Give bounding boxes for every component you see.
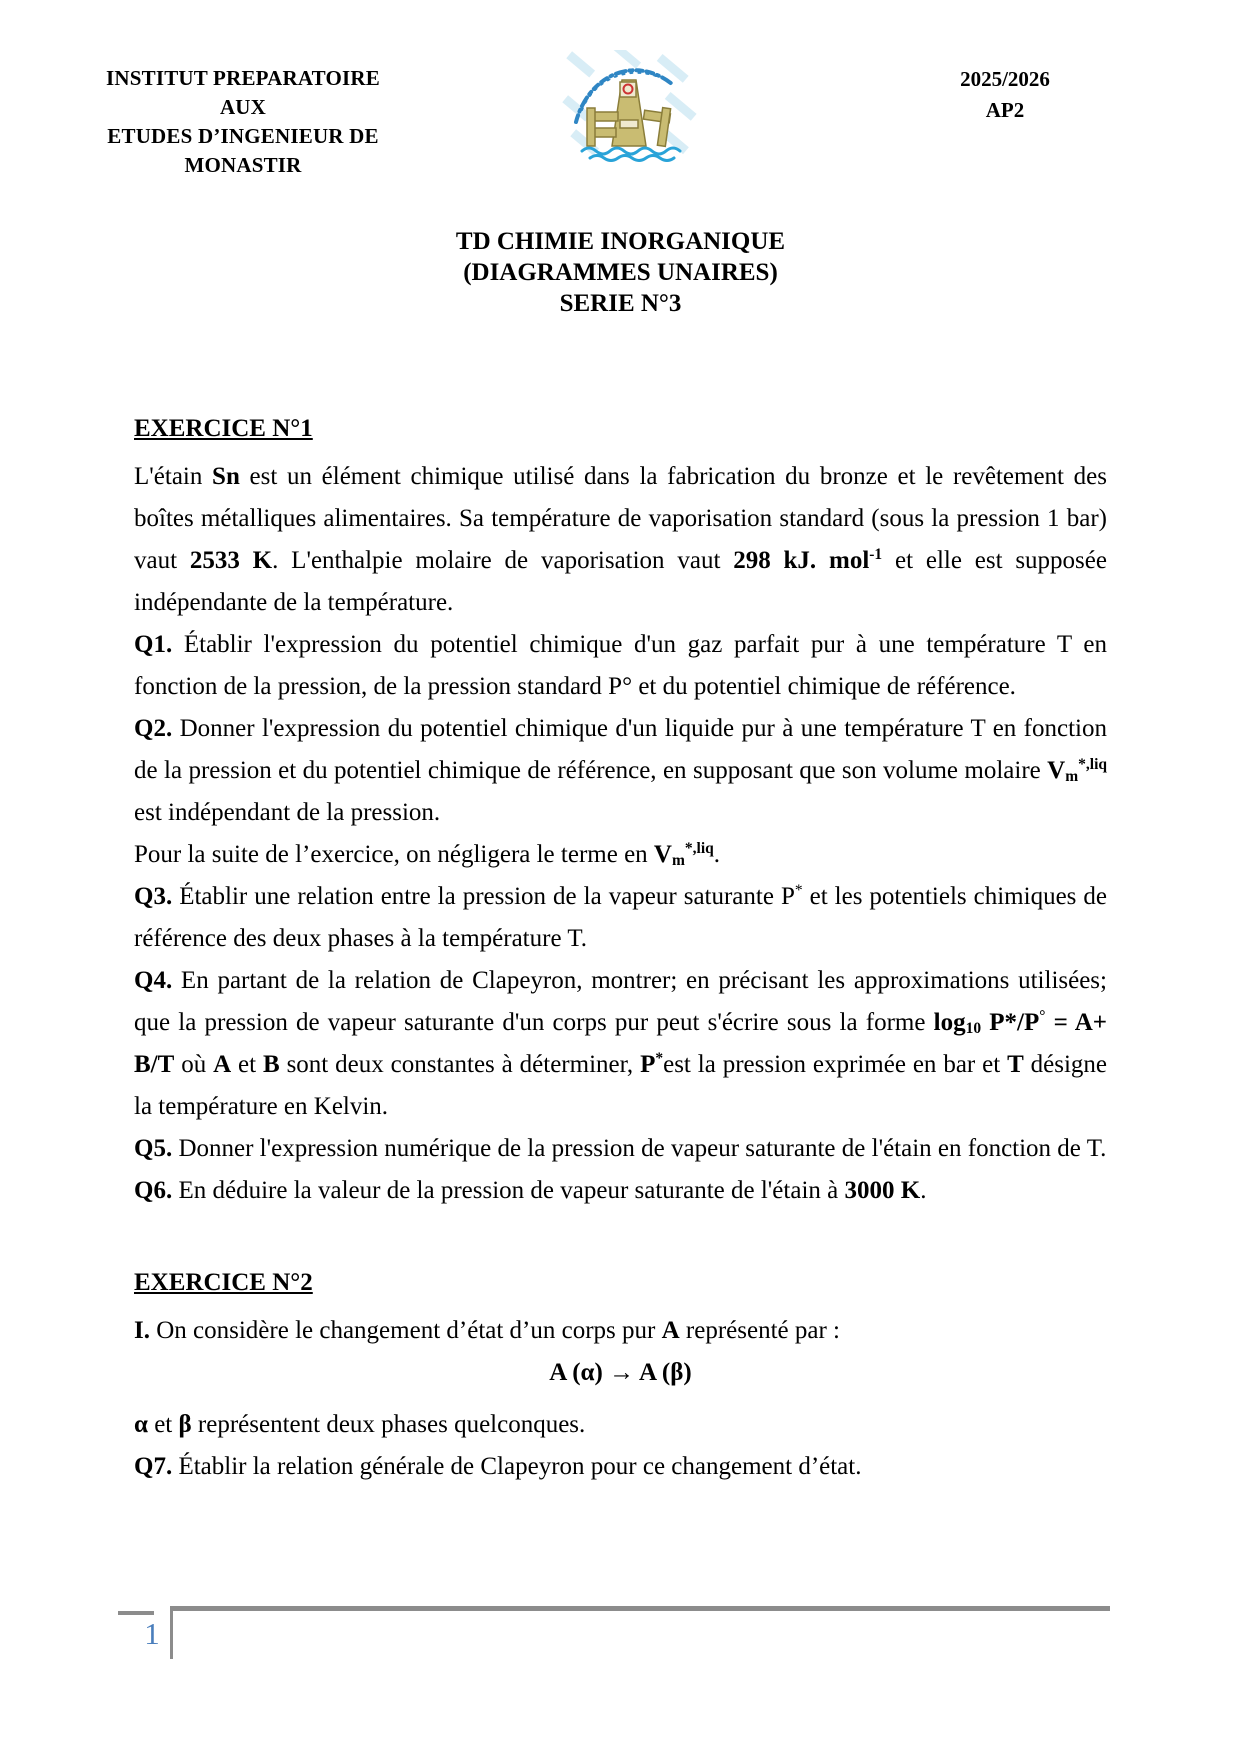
question-4 [134,960,1107,1128]
academic-year: 2025/2026 [960,67,1050,91]
text-run: Q6. [134,1177,173,1204]
text-run: *,liq [1078,756,1107,774]
text-run: V [1047,757,1066,784]
phase-change-equation [134,1352,1107,1394]
year-class-block [890,64,1120,126]
text-run: ° [1039,1008,1046,1026]
text-run: A (α) → A (β) [549,1359,692,1386]
text-run: 2533 K [189,547,273,574]
title-line: TD CHIMIE INORGANIQUE [455,228,786,255]
ipeim-institute-logo-icon [560,50,698,164]
text-run: Q2. [134,715,173,742]
institute-name [88,64,398,180]
text-run: *,liq [684,840,714,858]
text-run: Établir la relation générale de Clapeyron pour ce changement d’état. [172,1453,862,1480]
text-run: Q7. [134,1453,173,1480]
text-run: et [231,1051,263,1078]
text-run: α [134,1411,148,1438]
text-run: A [213,1051,232,1078]
phases-note [134,1404,1107,1446]
text-run: Établir l'expression du potentiel chimique d'un gaz parfait pur à une température T en fonction de la pression, de la pression standard P° et du potentiel chimique de référence. [134,631,1107,700]
text-run: sont deux constantes à déterminer, [279,1051,641,1078]
text-run: où [174,1051,214,1078]
text-run: P*/P [981,1009,1040,1036]
text-run: m [671,852,685,870]
text-run: m [1065,768,1079,786]
text-run: et elle est supposée indépendante de la température. [134,547,1107,616]
note-neglect-term [134,834,1107,876]
text-run: V [653,841,672,868]
text-run: représentent deux phases quelconques. [191,1411,586,1438]
text-run: I. [134,1317,150,1344]
text-run: Établir une relation entre la pression de la vapeur saturante P [172,883,795,910]
text-run: . [713,841,721,868]
text-run: Sn [212,463,240,490]
text-run: Q5. [134,1135,173,1162]
text-run: P [640,1051,656,1078]
question-1 [134,624,1107,708]
text-run: 3000 K [844,1177,921,1204]
text-run: -1 [869,546,883,564]
text-run: représenté par : [679,1317,840,1344]
institute-name-line: MONASTIR [184,153,302,177]
text-run: est la pression exprimée en bar et [663,1051,1008,1078]
text-run: désigne la température en Kelvin. [134,1051,1108,1120]
institute-name-line: INSTITUT PREPARATOIRE AUX [106,66,380,119]
text-run: T [1007,1051,1024,1078]
document-body [134,408,1107,1488]
text-run: est un élément chimique utilisé dans la fabrication du bronze et le revêtement des boîtes métalliques alimentaires. Sa température de vaporisation standard (sous la pression 1 bar) vaut [134,463,1108,574]
footer-divider [170,1606,173,1659]
text-run: est indépendant de la pression. [134,799,441,826]
text-run: Donner l'expression numérique de la pression de vapeur saturante de l'étain en fonction de T. [172,1135,1107,1162]
exercise-1-heading [134,408,1107,450]
text-run: Q4. [134,967,173,994]
text-run: * [794,882,803,900]
text-run: et les potentiels chimiques de référence des deux phases à la température T. [134,883,1108,952]
document-title [0,226,1241,319]
text-run: = A+ B/T [134,1009,1107,1078]
text-run: . [920,1177,927,1204]
page-number: 1 [144,1616,160,1651]
title-line: (DIAGRAMMES UNAIRES) [463,259,778,286]
text-run: β [178,1411,192,1438]
class-label: AP2 [985,98,1025,122]
text-run: En déduire la valeur de la pression de vapeur saturante de l'étain à [172,1177,845,1204]
text-run: A [661,1317,680,1344]
question-5 [134,1128,1107,1170]
footer-rule [170,1606,1110,1611]
text-run: et [147,1411,179,1438]
text-run: EXERCICE N°1 [134,415,313,442]
text-run: EXERCICE N°2 [134,1269,313,1296]
exercise-2-intro [134,1310,1107,1352]
text-run: Q3. [134,883,173,910]
title-line: SERIE N°3 [559,290,682,317]
text-run: L'étain [134,463,213,490]
institute-name-line: ETUDES D’INGENIEUR DE [107,124,379,148]
text-run: * [655,1050,664,1068]
text-run: log [933,1009,966,1036]
question-7 [134,1446,1107,1488]
text-run: Q1. [134,631,173,658]
text-run: 10 [965,1020,982,1038]
text-run: Donner l'expression du potentiel chimique d'un liquide pur à une température T en fonction de la pression et du potentiel chimique de référence, en supposant que son volume molaire [134,715,1107,784]
text-run: B [263,1051,280,1078]
question-3 [134,876,1107,960]
question-2 [134,708,1107,834]
question-6 [134,1170,1107,1212]
text-run: On considère le changement d’état d’un corps pur [149,1317,662,1344]
text-run: En partant de la relation de Clapeyron, montrer; en précisant les approximations utilisées; que la pression de vapeur saturante d'un corps pur peut s'écrire sous la forme [134,967,1107,1036]
text-run: 298 kJ. mol [733,547,870,574]
exercise-1-intro [134,456,1107,624]
exercise-2-heading [134,1262,1107,1304]
text-run: Pour la suite de l’exercice, on négligera le terme en [134,841,654,868]
text-run: . L'enthalpie molaire de vaporisation vaut [272,547,734,574]
